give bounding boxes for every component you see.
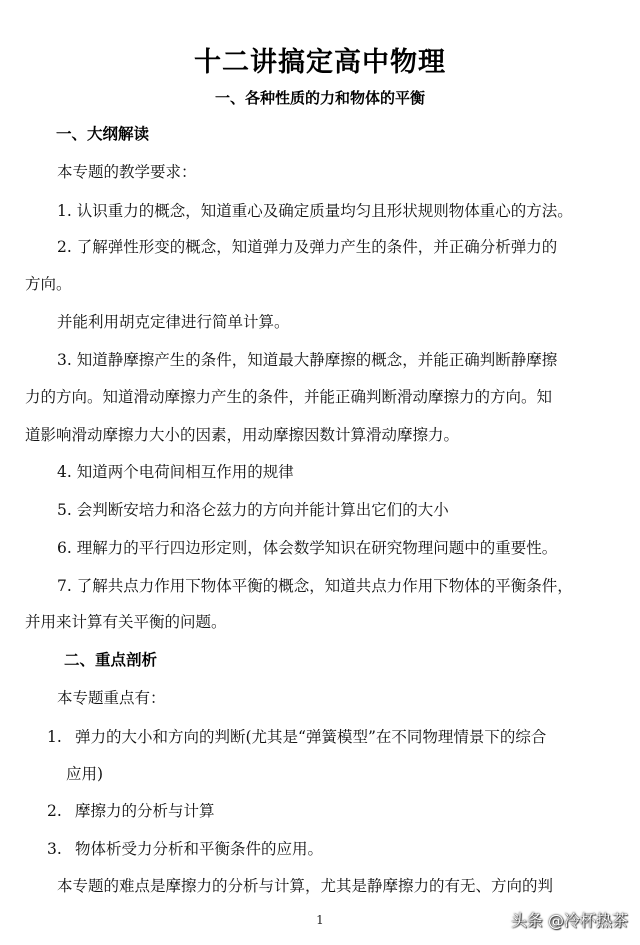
key-point-1-line-1: 弹力的大小和方向的判断(尤其是“弹簧模型”在不同物理情景下的综合 (75, 728, 547, 746)
requirement-1: 1. 认识重力的概念，知道重心及确定质量均匀且形状规则物体重心的方法。 (57, 202, 573, 220)
key-point-2: 摩擦力的分析与计算 (75, 802, 215, 820)
requirements-intro: 本专题的教学要求： (57, 163, 197, 181)
requirement-2-line-1: 2. 了解弹性形变的概念，知道弹力及弹力产生的条件，并正确分析弹力的 (57, 238, 558, 256)
requirement-7-line-1: 7. 了解共点力作用下物体平衡的概念，知道共点力作用下物体的平衡条件， (57, 577, 573, 595)
key-point-1-number: 1. (47, 728, 62, 746)
key-points-intro: 本专题重点有： (57, 689, 166, 707)
key-point-2-number: 2. (47, 802, 62, 820)
requirement-7-line-2: 并用来计算有关平衡的问题。 (25, 613, 227, 631)
requirement-2-line-3: 并能利用胡克定律进行简单计算。 (57, 313, 290, 331)
key-point-1-line-2: 应用) (66, 765, 104, 783)
requirement-3-line-2: 力的方向。知道滑动摩擦力产生的条件，并能正确判断滑动摩擦力的方向。知 (25, 388, 553, 406)
document-subtitle: 一、各种性质的力和物体的平衡 (214, 89, 425, 107)
watermark: 头条 @冷杯热茶 (510, 911, 628, 930)
key-point-3: 物体析受力分析和平衡条件的应用。 (75, 840, 324, 858)
requirement-5: 5. 会判断安培力和洛仑兹力的方向并能计算出它们的大小 (57, 501, 449, 519)
requirement-3-line-1: 3. 知道静摩擦产生的条件，知道最大静摩擦的概念，并能正确判断静摩擦 (57, 351, 558, 369)
key-point-3-number: 3. (47, 840, 62, 858)
document-title: 十二讲搞定高中物理 (194, 47, 446, 78)
section-heading-key-points: 二、重点剖析 (64, 651, 158, 669)
requirement-4: 4. 知道两个电荷间相互作用的规律 (57, 463, 294, 481)
difficulty-line: 本专题的难点是摩擦力的分析与计算，尤其是静摩擦力的有无、方向的判 (57, 877, 554, 895)
requirement-3-line-3: 道影响滑动摩擦力大小的因素，用动摩擦因数计算滑动摩擦力。 (25, 426, 460, 444)
page-number: 1 (316, 913, 324, 927)
requirement-2-line-2: 方向。 (25, 275, 72, 293)
section-heading-outline: 一、大纲解读 (56, 125, 150, 143)
requirement-6: 6. 理解力的平行四边形定则，体会数学知识在研究物理问题中的重要性。 (57, 539, 558, 557)
